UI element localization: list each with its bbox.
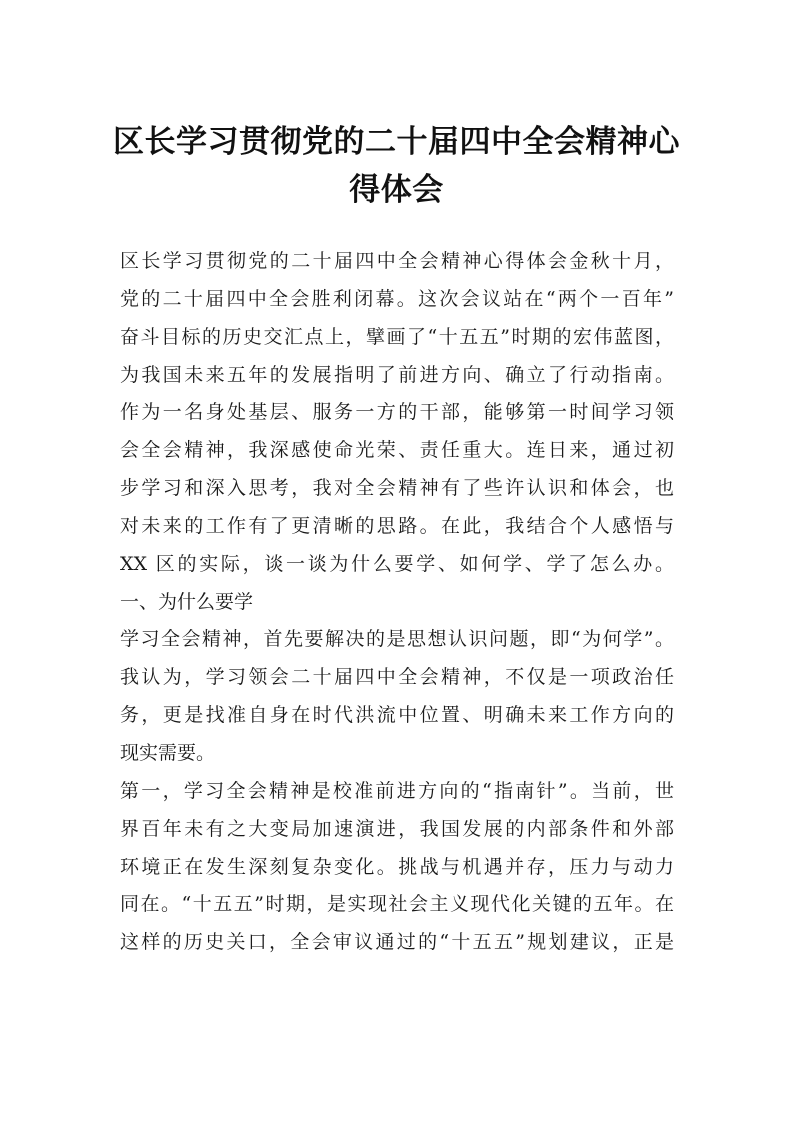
body-line: 我认为，学习领会二十届四中全会精神，不仅是一项政治任 [120,666,674,689]
body-line: 界百年未有之大变局加速演进，我国发展的内部条件和外部 [120,817,674,840]
body-line: 会全会精神，我深感使命光荣、责任重大。连日来，通过初 [120,439,674,462]
body-line: 为我国未来五年的发展指明了前进方向、确立了行动指南。 [120,363,674,386]
document-body [120,243,674,962]
body-line: 现实需要。 [120,741,216,764]
section-heading: 一、为什么要学 [120,590,254,613]
body-line: 党的二十届四中全会胜利闭幕。这次会议站在“两个一百年” [120,287,674,310]
title-line: 得体会 [349,172,444,208]
body-line: 环境正在发生深刻复杂变化。挑战与机遇并存，压力与动力 [120,855,674,878]
title-line: 区长学习贯彻党的二十届四中全会精神心 [113,124,680,160]
body-line: XX 区的实际，谈一谈为什么要学、如何学、学了怎么办。 [120,552,674,575]
body-line: 这样的历史关口，全会审议通过的“十五五”规划建议，正是 [120,931,674,954]
body-line: 学习全会精神，首先要解决的是思想认识问题，即“为何学”。 [120,628,674,651]
body-line: 同在。“十五五”时期，是实现社会主义现代化关键的五年。在 [120,893,674,916]
body-line: 务，更是找准自身在时代洪流中位置、明确未来工作方向的 [120,704,674,727]
document-title [110,118,683,214]
body-line: 第一，学习全会精神是校准前进方向的“指南针”。当前，世 [120,779,674,802]
body-line: 步学习和深入思考，我对全会精神有了些许认识和体会，也 [120,477,674,500]
body-line: 作为一名身处基层、服务一方的干部，能够第一时间学习领 [120,401,674,424]
body-line: 区长学习贯彻党的二十届四中全会精神心得体会金秋十月， [120,250,674,272]
body-line: 对未来的工作有了更清晰的思路。在此，我结合个人感悟与 [120,514,674,537]
body-line: 奋斗目标的历史交汇点上，擘画了“十五五”时期的宏伟蓝图， [120,325,674,348]
